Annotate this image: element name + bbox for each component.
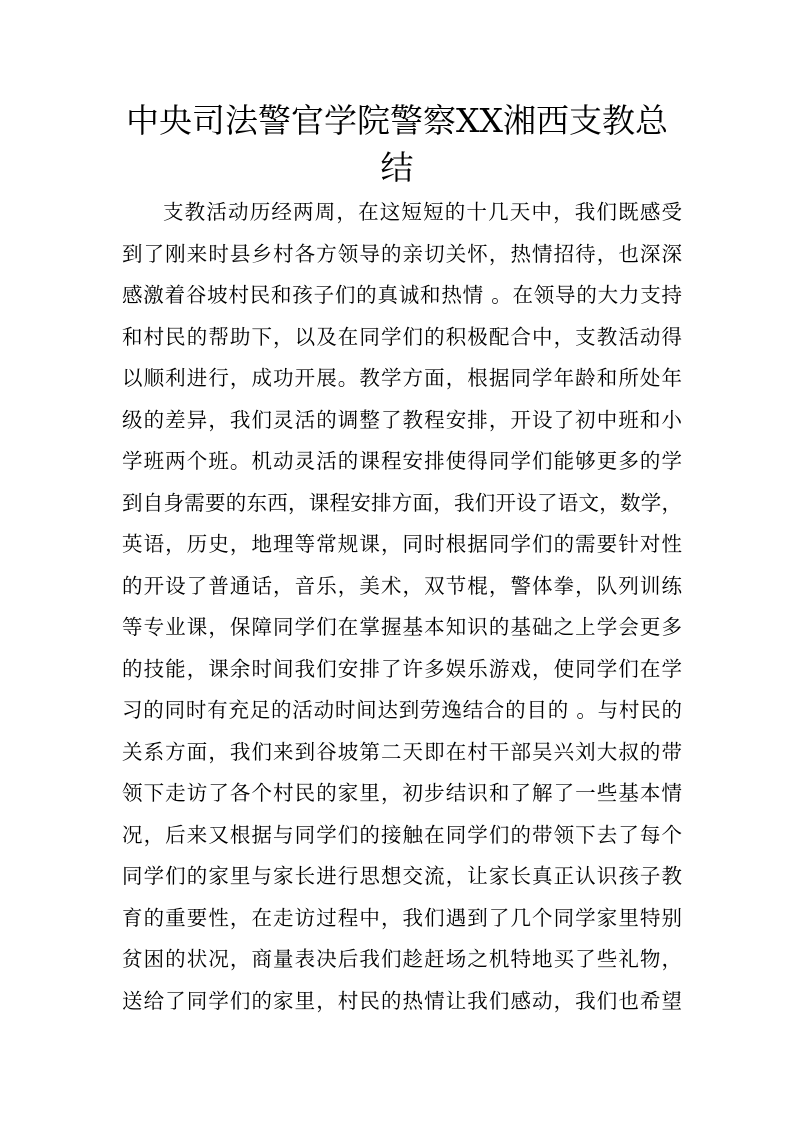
body-line: 况，后来又根据与同学们的接触在同学们的带领下去了每个 bbox=[122, 822, 682, 847]
body-line: 习的同时有充足的活动时间达到劳逸结合的目的 。与村民的 bbox=[122, 698, 682, 722]
body-line: 关系方面，我们来到谷坡第二天即在村干部吴兴刘大叔的带 bbox=[122, 739, 682, 764]
body-line: 育的重要性，在走访过程中，我们遇到了几个同学家里特别 bbox=[122, 905, 682, 930]
title-line-1: 中央司法警官学院警察XX湘西支教总 bbox=[126, 101, 668, 140]
document-title bbox=[0, 97, 794, 191]
body-line: 到自身需要的东西，课程安排方面，我们开设了语文，数学， bbox=[122, 490, 682, 515]
title-line-2: 结 bbox=[380, 148, 414, 187]
body-line: 到了刚来时县乡村各方领导的亲切关怀，热情招待，也深深 bbox=[122, 241, 682, 266]
body-line: 同学们的家里与家长进行思想交流，让家长真正认识孩子教 bbox=[122, 864, 682, 888]
body-line: 级的差异，我们灵活的调整了教程安排，开设了初中班和小 bbox=[122, 407, 682, 432]
body-line: 感激着谷坡村民和孩子们的真诚和热情 。在领导的大力支持 bbox=[122, 283, 682, 307]
body-line: 领下走访了各个村民的家里，初步结识和了解了一些基本情 bbox=[122, 781, 682, 805]
body-line: 等专业课，保障同学们在掌握基本知识的基础之上学会更多 bbox=[122, 615, 682, 639]
body-paragraph bbox=[122, 192, 682, 1022]
body-line: 贫困的状况，商量表决后我们趁赶场之机特地买了些礼物， bbox=[122, 947, 682, 971]
body-line: 以顺利进行，成功开展。教学方面，根据同学年龄和所处年 bbox=[122, 366, 682, 390]
body-line: 的开设了普通话，音乐，美术，双节棍，警体拳，队列训练 bbox=[122, 573, 682, 598]
body-line: 送给了同学们的家里，村民的热情让我们感动，我们也希望 bbox=[122, 988, 682, 1013]
body-line: 英语，历史，地理等常规课，同时根据同学们的需要针对性 bbox=[122, 532, 682, 556]
body-line: 的技能，课余时间我们安排了许多娱乐游戏，使同学们在学 bbox=[122, 656, 682, 681]
body-line: 学班两个班。机动灵活的课程安排使得同学们能够更多的学 bbox=[122, 449, 682, 473]
body-line: 和村民的帮助下，以及在同学们的积极配合中，支教活动得 bbox=[122, 324, 682, 349]
body-line: 支教活动历经两周，在这短短的十几天中，我们既感受 bbox=[163, 200, 682, 224]
